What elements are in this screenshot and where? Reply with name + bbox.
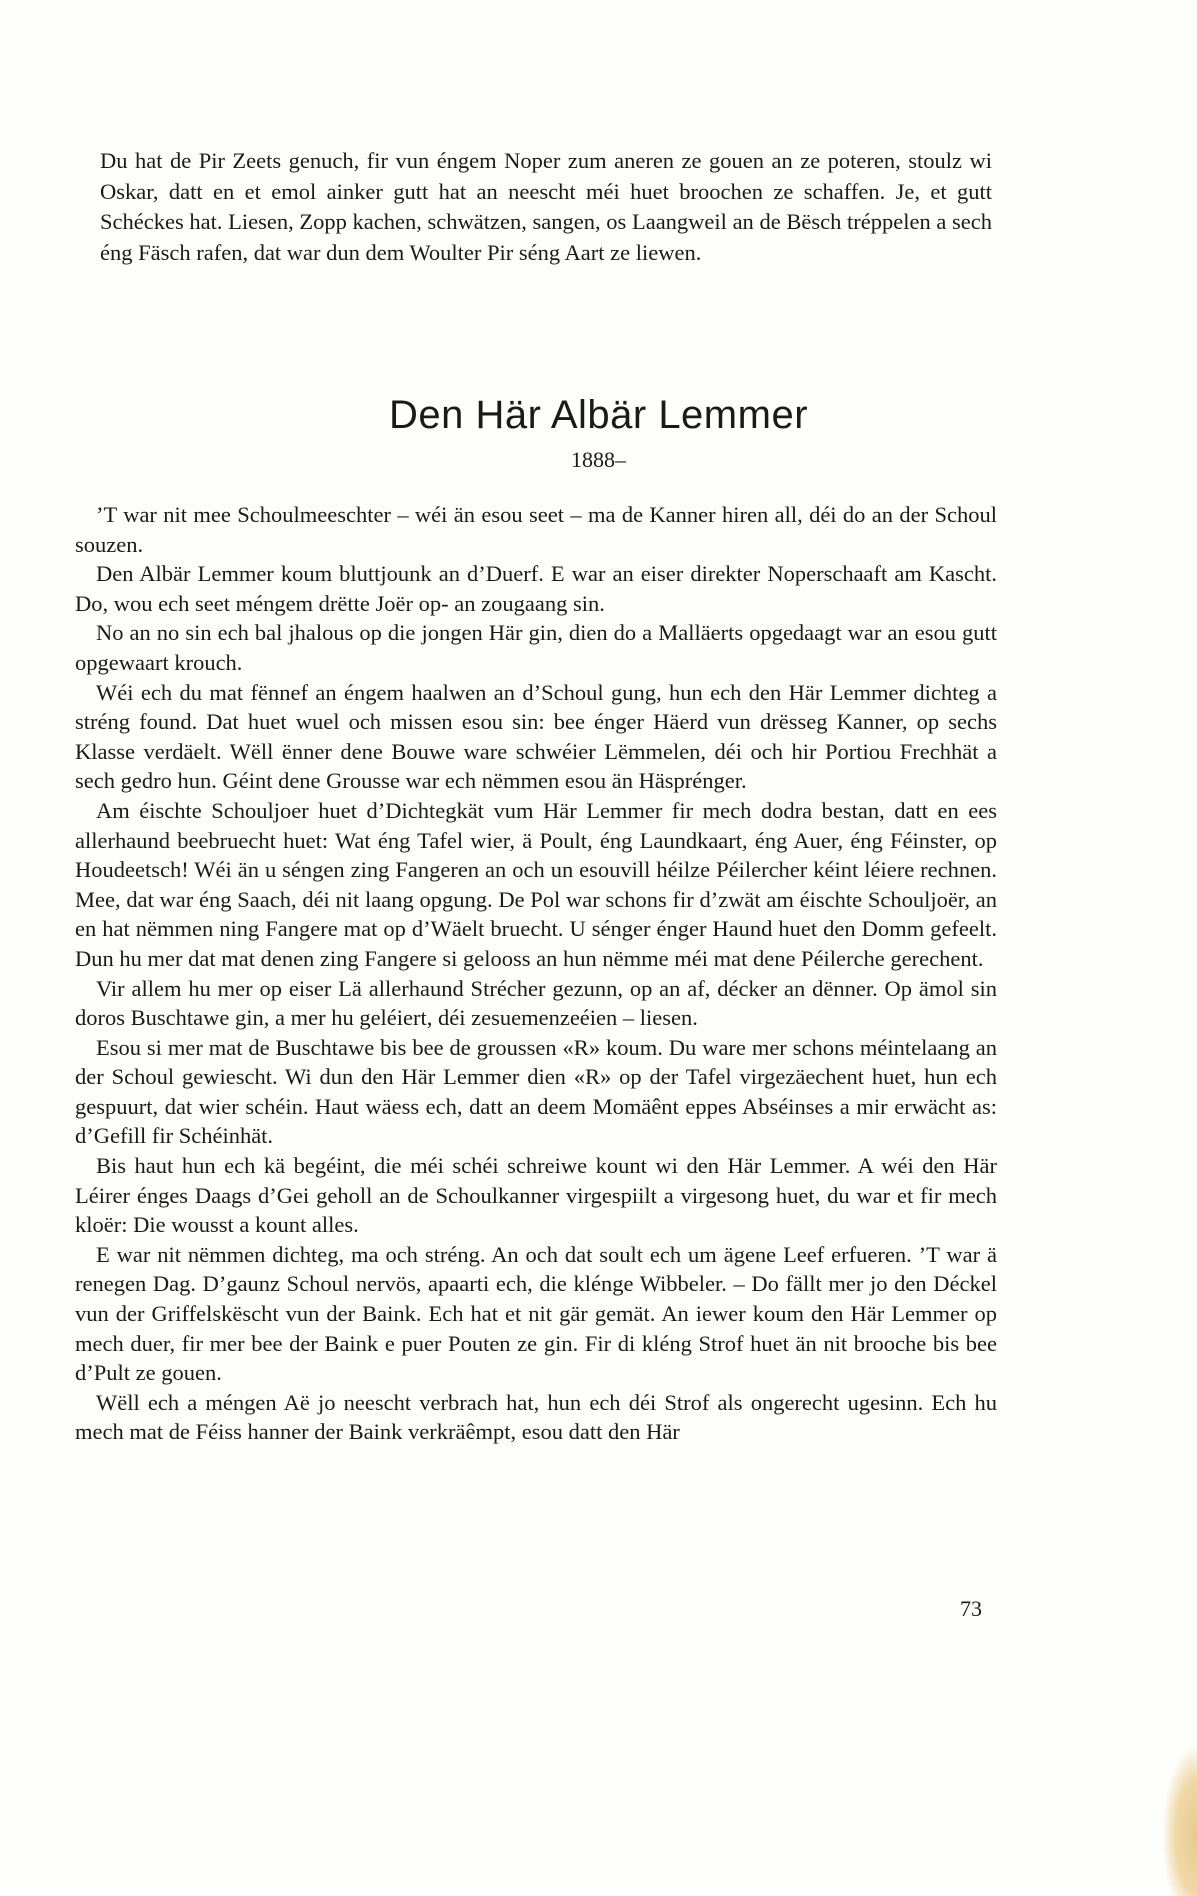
paragraph: Bis haut hun ech kä begéint, die méi schéi schreiwe kount wi den Här Lemmer. A wéi den Här Léirer énges Daags d’Gei geholl an de Schoulkanner virgespiilt a virgesong huet, du war et fir mech kloër: Die wousst a kount alles. bbox=[75, 1153, 997, 1238]
paragraph: No an no sin ech bal jhalous op die jongen Här gin, dien do a Malläerts opgedaagt war an esou gutt opgewaart krouch. bbox=[75, 620, 997, 675]
paragraph: Wéi ech du mat fënnef an éngem haalwen an d’Schoul gung, hun ech den Här Lemmer dichteg a stréng found. Dat huet wuel och missen esou sin: bee énger Häerd vun drësseg Kanner, op sechs Klasse verdäelt. Wëll ënner dene Bouwe ware schwéier Lëmmelen, déi och hir Portiou Frechhät a sech gedro hun. Géint dene Grousse war ech nëmmen esou än Häsprénger. bbox=[75, 679, 997, 794]
paper-stain bbox=[1163, 1746, 1197, 1896]
paragraph: Am éischte Schouljoer huet d’Dichtegkät vum Här Lemmer fir mech dodra bestan, datt en ees allerhaund beebruecht huet: Wat éng Tafel wier, ä Poult, éng Laundkaart, éng Auer, éng Féinster, op Houdeetsch! Wéi än u séngen zing Fangeren an och un esouvill héilze Péilercher kéint léiere rechnen. Mee, dat war éng Saach, déi nit laang opgung. De Pol war schons fir d’zwät am éischte Schouljoër, an en hat nëmmen ning Fangere mat op d’Wäelt bruecht. U sénger énger Haund huet den Domm gefeelt. Dun hu mer dat mat denen zing Fangere si gelooss an hun nëmme méi mat dene Péilerche gerechent. bbox=[75, 797, 997, 971]
paragraph: ’T war nit mee Schoulmeeschter – wéi än esou seet – ma de Kanner hiren all, déi do an der Schoul souzen. bbox=[75, 502, 997, 557]
paragraph: Esou si mer mat de Buschtawe bis bee de groussen «R» koum. Du ware mer schons méintelaang an der Schoul gewiescht. Wi dun den Här Lemmer dien «R» op der Tafel virgezäechent huet, hun ech gespuurt, dat wier schéin. Haut wäess ech, datt an deem Momäênt eppes Abséinses a mir erwächt as: d’Gefill fir Schéinhät. bbox=[75, 1034, 997, 1149]
section-years: 1888– bbox=[571, 447, 626, 472]
section-body bbox=[75, 500, 997, 1447]
intro-paragraph: Du hat de Pir Zeets genuch, fir vun éngem Noper zum aneren ze gouen an ze poteren, stoulz wi Oskar, datt en et emol ainker gutt hat an neescht méi huet broochen ze schaffen. Je, et gutt Schéckes hat. Liesen, Zopp kachen, schwätzen, sangen, os Laangweil an de Bësch tréppelen a sech éng Fäsch rafen, dat war dun dem Woulter Pir séng Aart ze liewen. bbox=[100, 148, 992, 265]
paragraph: Vir allem hu mer op eiser Lä allerhaund Strécher gezunn, op an af, décker an dënner. Op ämol sin doros Buschtawe gin, a mer hu geléiert, déi zesuemenzeéien – liesen. bbox=[75, 975, 997, 1031]
paragraph: Wëll ech a méngen Aë jo neescht verbrach hat, hun ech déi Strof als ongerecht ugesinn. Ech hu mech mat de Féiss hanner der Baink verkräêmpt, esou datt den Här bbox=[75, 1389, 997, 1445]
section-title: Den Här Albär Lemmer bbox=[388, 393, 809, 437]
paragraph: Den Albär Lemmer koum bluttjounk an d’Duerf. E war an eiser direkter Noperschaaft am Kascht. Do, wou ech seet méngem drëtte Joër op- an zougaang sin. bbox=[75, 561, 997, 616]
paragraph: E war nit nëmmen dichteg, ma och stréng. An och dat soult ech um ägene Leef erfueren. ’T war ä renegen Dag. D’gaunz Schoul nervös, apaarti ech, die klénge Wibbeler. – Do fällt mer jo den Déckel vun der Griffelskëscht vun der Baink. Ech hat et nit gär gemät. An iewer koum den Här Lemmer op mech duer, fir mer bee der Baink e puer Pouten ze gin. Fir di kléng Strof huet än nit brooche bis bee d’Pult ze gouen. bbox=[75, 1241, 997, 1386]
page-number: 73 bbox=[960, 1596, 982, 1621]
